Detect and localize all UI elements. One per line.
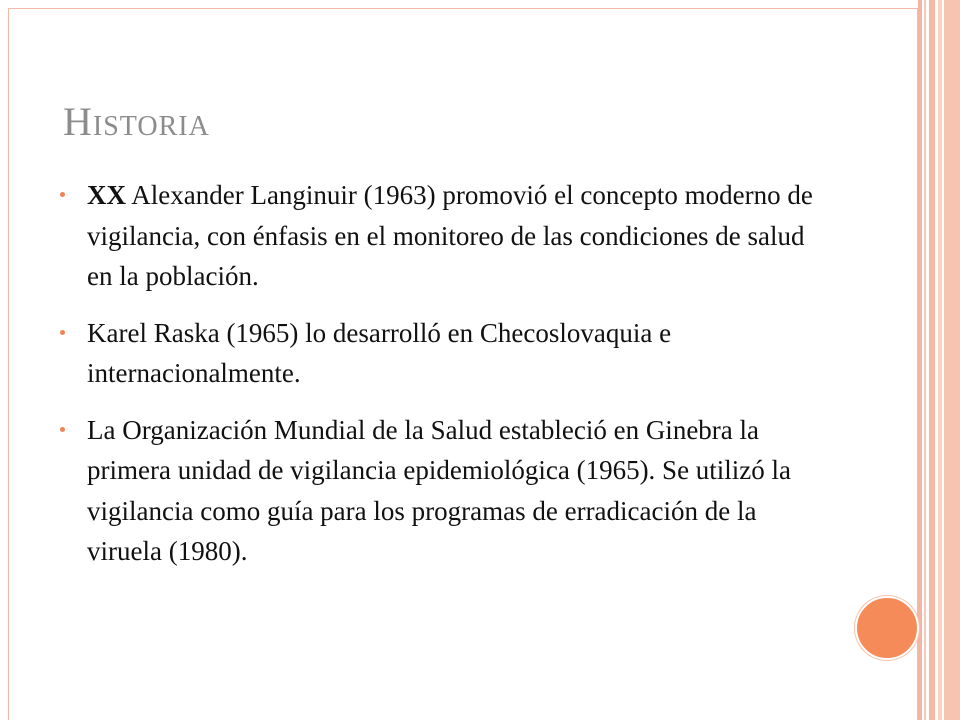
bullet-dot-icon bbox=[60, 330, 65, 335]
bullet-dot-icon bbox=[60, 427, 65, 432]
decorative-stripe-2 bbox=[924, 0, 926, 720]
decorative-stripe-3 bbox=[929, 0, 935, 720]
decorative-stripe-1 bbox=[918, 0, 922, 720]
bullet-item bbox=[60, 175, 820, 297]
decorative-stripe-5 bbox=[944, 0, 960, 720]
bullet-text: Alexander Langinuir (1963) promovió el concepto moderno de vigilancia, con énfasis en el monitoreo de las condiciones de salud en la población. bbox=[87, 180, 813, 291]
bullet-item bbox=[60, 410, 820, 572]
decorative-circle bbox=[855, 596, 919, 660]
bullet-bold-text: XX bbox=[87, 180, 126, 210]
slide-title: Historia bbox=[63, 99, 210, 144]
bullet-list bbox=[60, 175, 820, 588]
bullet-item bbox=[60, 313, 820, 394]
bullet-text: Karel Raska (1965) lo desarrolló en Checoslovaquia e internacionalmente. bbox=[87, 317, 672, 388]
bullet-text: La Organización Mundial de la Salud estableció en Ginebra la primera unidad de vigilancia epidemiológica (1965). Se utilizó la vigilancia como guía para los programas de erradicación de la viruela (1980). bbox=[87, 414, 792, 566]
bullet-dot-icon bbox=[60, 192, 65, 197]
decorative-stripe-4 bbox=[938, 0, 942, 720]
